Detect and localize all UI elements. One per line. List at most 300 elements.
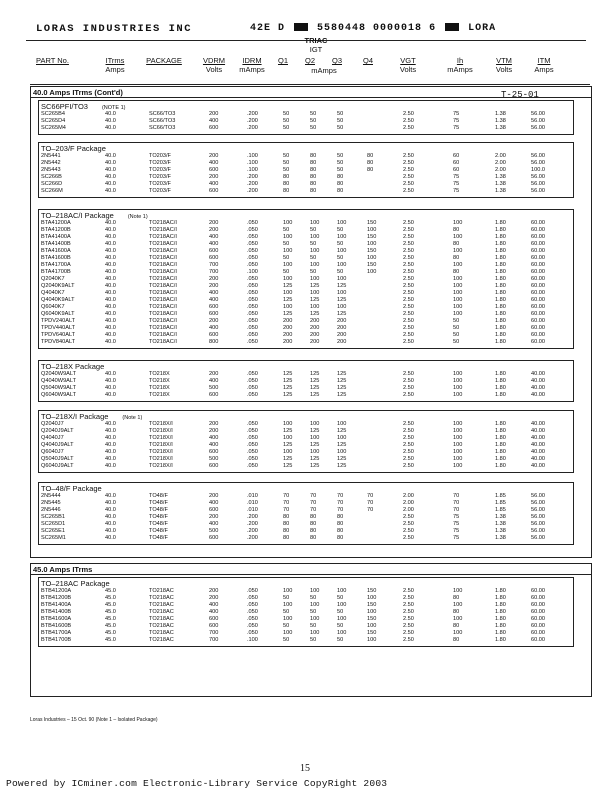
cell-q1: 80	[283, 181, 290, 187]
cell-itm: 40.00	[531, 435, 545, 441]
cell-q3: 50	[337, 111, 344, 117]
cell-itrms: 40.0	[105, 283, 116, 289]
cell-vgt: 2.50	[403, 463, 414, 469]
cell-vdrm: 200	[209, 276, 219, 282]
cell-q3: 80	[337, 521, 344, 527]
cell-q1: 100	[283, 262, 293, 268]
cell-itrms: 40.0	[105, 493, 116, 499]
cell-idrm: .200	[247, 118, 258, 124]
cell-vtm: 1.80	[495, 435, 506, 441]
cell-vtm: 1.80	[495, 269, 506, 275]
table-row	[39, 428, 573, 435]
cell-vtm: 1.80	[495, 442, 506, 448]
cell-vgt: 2.50	[403, 535, 414, 541]
cell-package: TO218AC/I	[149, 248, 177, 254]
cell-q3: 200	[337, 332, 347, 338]
cell-q1: 200	[283, 325, 293, 331]
cell-ih: 75	[453, 188, 460, 194]
table-row	[39, 227, 573, 234]
cell-ih: 100	[453, 630, 463, 636]
cell-itm: 56.00	[531, 188, 545, 194]
cell-ih: 75	[453, 125, 460, 131]
cell-vdrm: 600	[209, 125, 219, 131]
cell-itrms: 45.0	[105, 588, 116, 594]
cell-package: TO218X	[149, 378, 170, 384]
cell-q1: 100	[283, 421, 293, 427]
cell-ih: 100	[453, 421, 463, 427]
cell-q3: 100	[337, 588, 347, 594]
cell-q3: 50	[337, 160, 344, 166]
cell-vdrm: 600	[209, 507, 219, 513]
cell-q4: 100	[367, 227, 377, 233]
cell-q3: 70	[337, 500, 344, 506]
cell-q3: 80	[337, 514, 344, 520]
cell-vtm: 1.80	[495, 297, 506, 303]
cell-q1: 100	[283, 435, 293, 441]
cell-q2: 80	[310, 188, 317, 194]
cell-q3: 50	[337, 595, 344, 601]
cell-package: TO218AC/I	[149, 311, 177, 317]
cell-itrms: 40.0	[105, 392, 116, 398]
cell-itrms: 40.0	[105, 535, 116, 541]
cell-q3: 125	[337, 371, 347, 377]
cell-idrm: .050	[247, 449, 258, 455]
table-row	[39, 500, 573, 507]
cell-ih: 100	[453, 297, 463, 303]
cell-q1: 125	[283, 283, 293, 289]
cell-q2: 50	[310, 595, 317, 601]
table-row	[39, 118, 573, 125]
cell-itm: 60.00	[531, 588, 545, 594]
cell-q3: 80	[337, 181, 344, 187]
col-vgt: VGT Volts	[399, 56, 417, 74]
cell-itm: 60.00	[531, 325, 545, 331]
footnote: Loras Industries – 15 Oct. 90 (Note 1 – Isolated Package)	[30, 717, 158, 723]
cell-package: TO218X/I	[149, 456, 173, 462]
cell-q2: 80	[310, 174, 317, 180]
cell-idrm: .050	[247, 378, 258, 384]
cell-package: SC66/TO3	[149, 118, 176, 124]
cell-part: BTA41400A	[41, 234, 71, 240]
cell-q4: 150	[367, 616, 377, 622]
cell-package: TO218X/I	[149, 449, 173, 455]
cell-itrms: 40.0	[105, 220, 116, 226]
cell-package: TO218AC/I	[149, 255, 177, 261]
cell-vtm: 2.00	[495, 167, 506, 173]
cell-vgt: 2.50	[403, 385, 414, 391]
section-rule	[31, 97, 591, 98]
cell-vtm: 1.80	[495, 248, 506, 254]
cell-idrm: .200	[247, 535, 258, 541]
cell-itm: 56.00	[531, 493, 545, 499]
cell-vdrm: 700	[209, 630, 219, 636]
table-row	[39, 311, 573, 318]
cell-vgt: 2.50	[403, 428, 414, 434]
cell-vgt: 2.00	[403, 493, 414, 499]
cell-vtm: 1.80	[495, 227, 506, 233]
cell-itm: 56.00	[531, 160, 545, 166]
col-ih: Ih mAmps	[447, 56, 473, 74]
cell-q1: 50	[283, 241, 290, 247]
cell-q3: 100	[337, 616, 347, 622]
cell-ih: 100	[453, 456, 463, 462]
cell-vdrm: 600	[209, 449, 219, 455]
cell-itm: 60.00	[531, 595, 545, 601]
cell-vdrm: 700	[209, 269, 219, 275]
barcode-mark-icon	[445, 23, 459, 31]
cell-q2: 125	[310, 456, 320, 462]
cell-ih: 100	[453, 428, 463, 434]
cell-package: TO218AC/I	[149, 234, 177, 240]
cell-q1: 80	[283, 174, 290, 180]
cell-vdrm: 400	[209, 297, 219, 303]
cell-package: TO218X/I	[149, 428, 173, 434]
cell-package: TO218X/I	[149, 463, 173, 469]
package-group	[38, 209, 574, 349]
cell-itrms: 40.0	[105, 188, 116, 194]
cell-ih: 80	[453, 269, 460, 275]
cell-vdrm: 600	[209, 332, 219, 338]
table-row	[39, 297, 573, 304]
cell-part: Q2040K9ALT	[41, 283, 75, 289]
cell-vtm: 1.80	[495, 378, 506, 384]
cell-itm: 60.00	[531, 241, 545, 247]
cell-vtm: 1.80	[495, 630, 506, 636]
cell-idrm: .050	[247, 241, 258, 247]
cell-part: TPDV440ALT	[41, 325, 76, 331]
cell-vdrm: 200	[209, 493, 219, 499]
table-row	[39, 535, 573, 542]
cell-q2: 125	[310, 371, 320, 377]
cell-vdrm: 200	[209, 421, 219, 427]
cell-package: TO48/F	[149, 500, 168, 506]
cell-itrms: 40.0	[105, 528, 116, 534]
table-row	[39, 339, 573, 346]
table-row	[39, 456, 573, 463]
cell-idrm: .200	[247, 174, 258, 180]
cell-q4: 70	[367, 493, 374, 499]
cell-q3: 125	[337, 283, 347, 289]
cell-q2: 100	[310, 220, 320, 226]
package-group-title	[41, 412, 142, 421]
cell-q3: 80	[337, 188, 344, 194]
cell-itm: 60.00	[531, 276, 545, 282]
cell-vdrm: 600	[209, 623, 219, 629]
cell-vgt: 2.50	[403, 332, 414, 338]
cell-vdrm: 600	[209, 188, 219, 194]
cell-q4: 80	[367, 153, 374, 159]
cell-vdrm: 200	[209, 220, 219, 226]
cell-idrm: .050	[247, 227, 258, 233]
cell-vdrm: 200	[209, 174, 219, 180]
package-title-text: TO–218AC/I Package	[41, 211, 114, 220]
cell-idrm: .050	[247, 456, 258, 462]
cell-part: Q6040K7	[41, 304, 65, 310]
cell-itrms: 40.0	[105, 311, 116, 317]
cell-idrm: .200	[247, 181, 258, 187]
cell-itrms: 40.0	[105, 181, 116, 187]
table-row	[39, 630, 573, 637]
cell-vgt: 2.00	[403, 507, 414, 513]
cell-q3: 70	[337, 507, 344, 513]
cell-itm: 56.00	[531, 111, 545, 117]
table-row	[39, 276, 573, 283]
cell-q4: 80	[367, 167, 374, 173]
cell-q1: 70	[283, 507, 290, 513]
cell-q4: 100	[367, 609, 377, 615]
cell-q2: 80	[310, 167, 317, 173]
cell-ih: 100	[453, 616, 463, 622]
cell-q3: 100	[337, 248, 347, 254]
cell-part: SC265D4	[41, 118, 66, 124]
cell-package: TO218AC	[149, 595, 174, 601]
cell-part: Q6040J9ALT	[41, 463, 74, 469]
cell-itm: 60.00	[531, 283, 545, 289]
cell-package: TO218X	[149, 371, 170, 377]
cell-package: TO203/F	[149, 174, 171, 180]
cell-q2: 50	[310, 269, 317, 275]
package-group-title	[41, 211, 148, 220]
cell-part: SC265M1	[41, 535, 66, 541]
package-group	[38, 577, 574, 647]
cell-q2: 100	[310, 435, 320, 441]
cell-idrm: .050	[247, 220, 258, 226]
cell-idrm: .050	[247, 318, 258, 324]
table-row	[39, 521, 573, 528]
cell-q1: 50	[283, 125, 290, 131]
table-row	[39, 609, 573, 616]
package-group	[38, 360, 574, 402]
cell-q2: 125	[310, 283, 320, 289]
cell-vdrm: 200	[209, 153, 219, 159]
cell-vdrm: 400	[209, 181, 219, 187]
cell-vgt: 2.50	[403, 304, 414, 310]
cell-itrms: 40.0	[105, 500, 116, 506]
cell-itm: 60.00	[531, 602, 545, 608]
cell-vgt: 2.50	[403, 125, 414, 131]
table-row	[39, 283, 573, 290]
cell-q2: 125	[310, 378, 320, 384]
cell-vdrm: 400	[209, 442, 219, 448]
cell-idrm: .010	[247, 500, 258, 506]
package-title-text: TO–218AC Package	[41, 579, 110, 588]
cell-vdrm: 400	[209, 378, 219, 384]
cell-idrm: .050	[247, 371, 258, 377]
cell-idrm: .050	[247, 616, 258, 622]
cell-vtm: 1.85	[495, 493, 506, 499]
cell-itm: 56.00	[531, 153, 545, 159]
cell-q3: 50	[337, 118, 344, 124]
cell-q1: 50	[283, 595, 290, 601]
table-row	[39, 385, 573, 392]
cell-itm: 60.00	[531, 318, 545, 324]
cell-part: BTB41400A	[41, 602, 72, 608]
cell-itrms: 40.0	[105, 385, 116, 391]
cell-vgt: 2.50	[403, 616, 414, 622]
cell-part: Q5040W9ALT	[41, 385, 77, 391]
cell-idrm: .050	[247, 609, 258, 615]
cell-itrms: 40.0	[105, 276, 116, 282]
cell-idrm: .050	[247, 325, 258, 331]
cell-vgt: 2.50	[403, 339, 414, 345]
cell-q2: 100	[310, 248, 320, 254]
cell-itm: 60.00	[531, 227, 545, 233]
cell-vdrm: 200	[209, 428, 219, 434]
cell-vgt: 2.50	[403, 241, 414, 247]
cell-itm: 56.00	[531, 118, 545, 124]
cell-part: BTA41700B	[41, 269, 71, 275]
cell-vtm: 1.38	[495, 535, 506, 541]
cell-vtm: 1.80	[495, 262, 506, 268]
cell-itm: 56.00	[531, 521, 545, 527]
cell-itrms: 45.0	[105, 609, 116, 615]
cell-vdrm: 600	[209, 311, 219, 317]
cell-vtm: 1.38	[495, 528, 506, 534]
cell-q1: 70	[283, 500, 290, 506]
package-group-title	[41, 102, 126, 111]
cell-q4: 70	[367, 500, 374, 506]
cell-itm: 60.00	[531, 297, 545, 303]
cell-itm: 60.00	[531, 630, 545, 636]
cell-package: TO218AC	[149, 602, 174, 608]
cell-vgt: 2.50	[403, 378, 414, 384]
cell-q4: 80	[367, 160, 374, 166]
cell-q4: 150	[367, 588, 377, 594]
cell-itrms: 40.0	[105, 514, 116, 520]
cell-q1: 100	[283, 220, 293, 226]
cell-package: TO48/F	[149, 514, 168, 520]
table-row	[39, 153, 573, 160]
cell-itm: 40.00	[531, 442, 545, 448]
cell-vtm: 1.80	[495, 304, 506, 310]
table-row	[39, 528, 573, 535]
package-note: (Note 1)	[122, 415, 143, 421]
cell-part: Q6040K9ALT	[41, 311, 75, 317]
cell-q1: 80	[283, 528, 290, 534]
cell-q3: 50	[337, 153, 344, 159]
cell-ih: 100	[453, 290, 463, 296]
cell-q2: 80	[310, 153, 317, 159]
cell-vtm: 1.80	[495, 371, 506, 377]
cell-itrms: 40.0	[105, 241, 116, 247]
cell-vdrm: 400	[209, 234, 219, 240]
cell-vdrm: 600	[209, 167, 219, 173]
cell-ih: 80	[453, 227, 460, 233]
cell-package: TO218AC	[149, 588, 174, 594]
cell-package: TO218AC	[149, 609, 174, 615]
col-q4: Q4	[362, 56, 373, 65]
cell-q1: 80	[283, 514, 290, 520]
cell-q2: 50	[310, 118, 317, 124]
cell-q1: 50	[283, 160, 290, 166]
cell-q2: 125	[310, 392, 320, 398]
cell-itrms: 45.0	[105, 623, 116, 629]
cell-itrms: 40.0	[105, 125, 116, 131]
cell-itm: 56.00	[531, 125, 545, 131]
cell-q1: 50	[283, 167, 290, 173]
cell-itm: 60.00	[531, 637, 545, 643]
cell-package: TO218X/I	[149, 421, 173, 427]
cell-vdrm: 400	[209, 290, 219, 296]
cell-q1: 50	[283, 153, 290, 159]
cell-q2: 100	[310, 616, 320, 622]
cell-idrm: .100	[247, 160, 258, 166]
cell-package: TO218AC/I	[149, 339, 177, 345]
cell-q4: 150	[367, 262, 377, 268]
table-row	[39, 167, 573, 174]
stamp-code: T-25-01	[501, 90, 539, 100]
cell-vgt: 2.50	[403, 160, 414, 166]
column-headers	[30, 54, 590, 85]
cell-vdrm: 200	[209, 595, 219, 601]
cell-ih: 80	[453, 241, 460, 247]
cell-itrms: 40.0	[105, 248, 116, 254]
cell-itm: 56.00	[531, 528, 545, 534]
section-title: 40.0 Amps ITrms (Cont'd)	[33, 88, 123, 97]
cell-part: Q6040J7	[41, 449, 64, 455]
cell-vtm: 1.80	[495, 421, 506, 427]
cell-idrm: .050	[247, 255, 258, 261]
cell-q2: 200	[310, 332, 320, 338]
cell-itm: 60.00	[531, 616, 545, 622]
cell-vtm: 1.80	[495, 588, 506, 594]
cell-idrm: .010	[247, 507, 258, 513]
cell-itrms: 40.0	[105, 290, 116, 296]
cell-q2: 125	[310, 463, 320, 469]
cell-itm: 40.00	[531, 378, 545, 384]
cell-package: TO203/F	[149, 153, 171, 159]
cell-itrms: 40.0	[105, 118, 116, 124]
cell-itm: 60.00	[531, 220, 545, 226]
cell-q1: 125	[283, 371, 293, 377]
cell-vgt: 2.50	[403, 111, 414, 117]
cell-itm: 56.00	[531, 535, 545, 541]
cell-part: BTA41400B	[41, 241, 71, 247]
cell-q2: 70	[310, 493, 317, 499]
cell-q1: 50	[283, 637, 290, 643]
cell-package: TO218AC/I	[149, 283, 177, 289]
cell-q2: 50	[310, 255, 317, 261]
cell-itm: 60.00	[531, 339, 545, 345]
cell-q3: 125	[337, 378, 347, 384]
cell-vdrm: 600	[209, 463, 219, 469]
table-row	[39, 463, 573, 470]
cell-vtm: 1.38	[495, 181, 506, 187]
cell-q1: 125	[283, 378, 293, 384]
cell-q1: 50	[283, 255, 290, 261]
package-title-text: TO–218X/I Package	[41, 412, 109, 421]
table-row	[39, 595, 573, 602]
cell-q2: 100	[310, 421, 320, 427]
cell-idrm: .010	[247, 493, 258, 499]
cell-q3: 200	[337, 318, 347, 324]
package-title-text: TO–203/F Package	[41, 144, 106, 153]
cell-vgt: 2.50	[403, 449, 414, 455]
cell-vdrm: 500	[209, 385, 219, 391]
table-row	[39, 602, 573, 609]
cell-q2: 70	[310, 500, 317, 506]
cell-vgt: 2.50	[403, 167, 414, 173]
cell-idrm: .050	[247, 283, 258, 289]
cell-itrms: 45.0	[105, 637, 116, 643]
cell-vdrm: 700	[209, 637, 219, 643]
cell-package: TO203/F	[149, 188, 171, 194]
cell-ih: 100	[453, 385, 463, 391]
cell-vdrm: 400	[209, 435, 219, 441]
cell-itm: 40.00	[531, 421, 545, 427]
cell-ih: 70	[453, 493, 460, 499]
cell-q1: 100	[283, 248, 293, 254]
